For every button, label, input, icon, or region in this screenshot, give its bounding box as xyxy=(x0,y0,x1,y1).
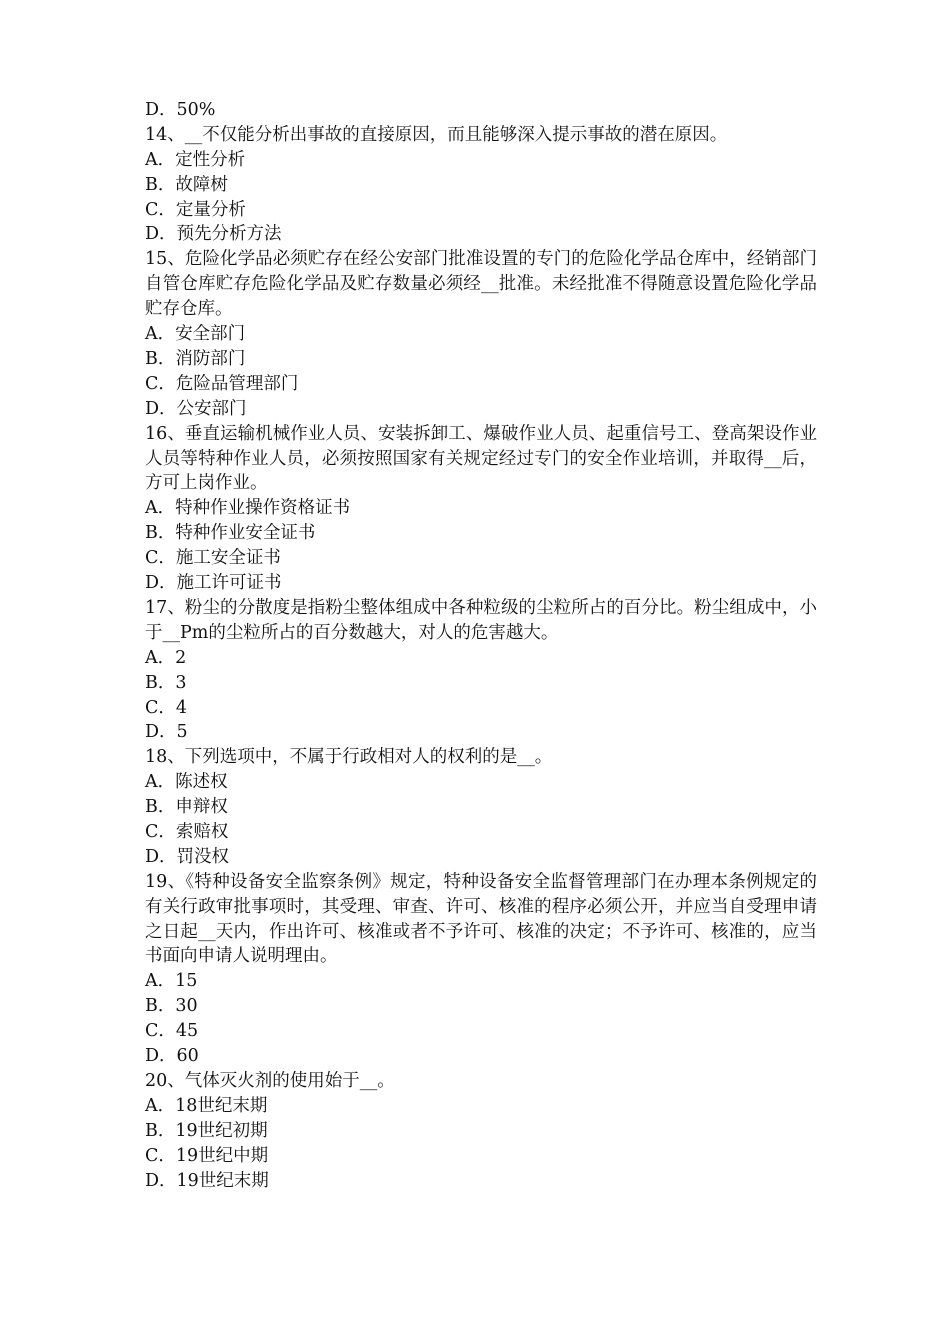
question-stem: 15、危险化学品必须贮存在经公安部门批准设置的专门的危险化学品仓库中，经销部门自管仓库贮存危险化学品及贮存数量必须经__批准。未经批准不得随意设置危险化学品贮存仓库。 xyxy=(145,249,817,320)
option-a: A．安全部门 xyxy=(145,324,246,345)
option-d-q13: D．50% xyxy=(145,100,216,120)
option-a: A．2 xyxy=(145,647,187,668)
option-d: D．60 xyxy=(145,1046,199,1067)
option-b: B．申辩权 xyxy=(145,797,228,818)
option-c: C．定量分析 xyxy=(145,199,246,220)
option-d: D．5 xyxy=(145,722,188,743)
option-d: D．施工许可证书 xyxy=(145,573,282,594)
question-stem: 16、垂直运输机械作业人员、安装拆卸工、爆破作业人员、起重信号工、登高架设作业人员等特种作业人员，必须按照国家有关规定经过专门的安全作业培训，并取得__后，方可上岗作业。 xyxy=(145,423,817,494)
question-stem: 17、粉尘的分散度是指粉尘整体组成中各种粒级的尘粒所占的百分比。粉尘组成中，小于__Pm的尘粒所占的百分数越大，对人的危害越大。 xyxy=(145,597,817,643)
option-d: D．罚没权 xyxy=(145,846,230,867)
question-19 xyxy=(145,870,817,1069)
option-d: D．公安部门 xyxy=(145,398,247,419)
option-c: C．索赔权 xyxy=(145,821,229,842)
question-16 xyxy=(145,422,817,596)
option-a: A．18世纪末期 xyxy=(145,1095,268,1116)
question-14 xyxy=(145,123,817,247)
question-stem: 19、《特种设备安全监察条例》规定，特种设备安全监督管理部门在办理本条例规定的有关行政审批事项时，其受理、审查、许可、核准的程序必须公开，并应当自受理申请之日起__天内，作出许可、核准或者不予许可、核准的决定；不予许可、核准的，应当书面向申请人说明理由。 xyxy=(145,871,817,967)
option-b: B．30 xyxy=(145,996,198,1017)
option-d: D．19世纪末期 xyxy=(145,1170,269,1191)
question-20 xyxy=(145,1069,817,1193)
option-b: B．消防部门 xyxy=(145,348,246,369)
option-a: A．特种作业操作资格证书 xyxy=(145,498,351,519)
question-18 xyxy=(145,745,817,869)
question-stem: 14、__不仅能分析出事故的直接原因，而且能够深入提示事故的潜在原因。 xyxy=(145,124,728,145)
option-c: C．危险品管理部门 xyxy=(145,373,299,394)
option-b: B．特种作业安全证书 xyxy=(145,523,316,544)
option-b: B．19世纪初期 xyxy=(145,1120,268,1141)
option-c: C．4 xyxy=(145,697,188,718)
option-a: A．陈述权 xyxy=(145,772,228,793)
question-stem: 18、下列选项中，不属于行政相对人的权利的是__。 xyxy=(145,747,553,768)
option-c: C．19世纪中期 xyxy=(145,1145,269,1166)
option-d: D．预先分析方法 xyxy=(145,224,282,245)
option-b: B．故障树 xyxy=(145,174,228,195)
option-c: C．施工安全证书 xyxy=(145,548,281,569)
option-b: B．3 xyxy=(145,672,187,693)
option-a: A．15 xyxy=(145,971,198,992)
option-a: A．定性分析 xyxy=(145,149,246,170)
question-15 xyxy=(145,247,817,421)
document-page xyxy=(145,98,817,1193)
question-17 xyxy=(145,596,817,745)
option-c: C．45 xyxy=(145,1021,199,1042)
question-stem: 20、气体灭火剂的使用始于__。 xyxy=(145,1070,395,1091)
